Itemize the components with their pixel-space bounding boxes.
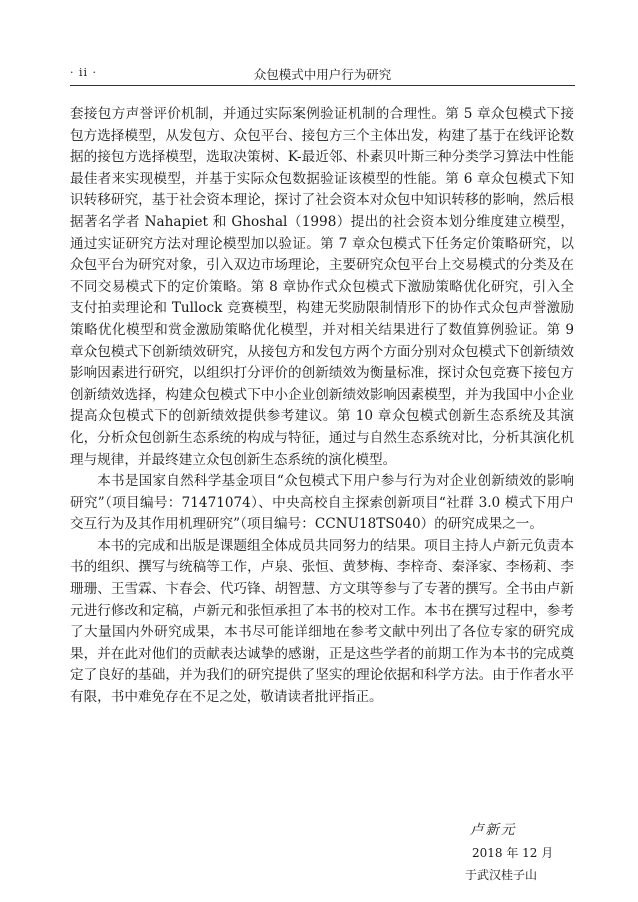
running-header bbox=[70, 63, 575, 86]
signature-place: 于武汉桂子山 bbox=[465, 868, 538, 882]
running-header-title: 众包模式中用户行为研究 bbox=[253, 67, 392, 82]
body-text bbox=[70, 104, 574, 709]
author-signature: 卢新元 bbox=[470, 822, 517, 838]
signature-date: 2018 年 12 月 bbox=[472, 846, 554, 860]
paragraph-acknowledgements: 本书的完成和出版是课题组全体成员共同努力的结果。项目主持人卢新元负责本书的组织、撰写与统稿等工作，卢泉、张恒、黄梦梅、李梓奇、秦泽家、李杨莉、李珊珊、王雪霖、卞春会、代巧锋、胡智慧、方文琪等参与了专著的撰写。全书由卢新元进行修改和定稿，卢新元和张恒承担了本书的校对工作。本书在撰写过程中，参考了大量国内外研究成果，本书尽可能详细地在参考文献中列出了各位专家的研究成果，并在此对他们的贡献表达诚挚的感谢，正是这些学者的前期工作为本书的完成奠定了良好的基础，并为我们的研究提供了坚实的理论依据和科学方法。由于作者水平有限，书中难免存在不足之处，敬请读者批评指正。 bbox=[70, 537, 574, 706]
paragraph-chapter-summary: 套接包方声誉评价机制，并通过实际案例验证机制的合理性。第 5 章众包模式下接包方选择模型，从发包方、众包平台、接包方三个主体出发，构建了基于在线评论数据的接包方选择模型，选取决策树、K-最近邻、朴素贝叶斯三种分类学习算法中性能最佳者来实现模型，并基于实际众包数据验证该模型的性能。第 6 章众包模式下知识转移研究，基于社会资本理论，探讨了社会资本对众包中知识转移的影响，然后根据著名学者 Nahapiet 和 Ghoshal（1998）提出的社会资本划分维度建立模型，通过实证研究方法对理论模型加以验证。第 7 章众包模式下任务定价策略研究，以众包平台为研究对象，引入双边市场理论，主要研究众包平台上交易模式的分类及在不同交易模式下的定价策略。第 8 章协作式众包模式下激励策略优化研究，引入全支付拍卖理论和 Tullock 竞赛模型，构建无奖励限制情形下的协作式众包声誉激励策略优化模型和赏金激励策略优化模型，并对相关结果进行了数值算例验证。第 9 章众包模式下创新绩效研究，从接包方和发包方两个方面分别对众包模式下创新绩效影响因素进行研究，以组织打分评价的创新绩效为衡量标准，探讨众包竞赛下接包方创新绩效选择，构建众包模式下中小企业创新绩效影响因素模型，并为我国中小企业提高众包模式下的创新绩效提供参考建议。第 10 章众包模式创新生态系统及其演化，分析众包创新生态系统的构成与特征，通过与自然生态系统对比，分析其演化机理与规律，并最终建立众包创新生态系统的演化模型。 bbox=[70, 106, 574, 468]
page-number: · ii · bbox=[70, 66, 98, 79]
paragraph-funding: 本书是国家自然科学基金项目“众包模式下用户参与行为对企业创新绩效的影响研究”（项目编号：71471074）、中央高校自主探索创新项目“社群 3.0 模式下用户交互行为及其作用机理研究”（项目编号：CCNU18TS040）的研究成果之一。 bbox=[70, 473, 574, 533]
